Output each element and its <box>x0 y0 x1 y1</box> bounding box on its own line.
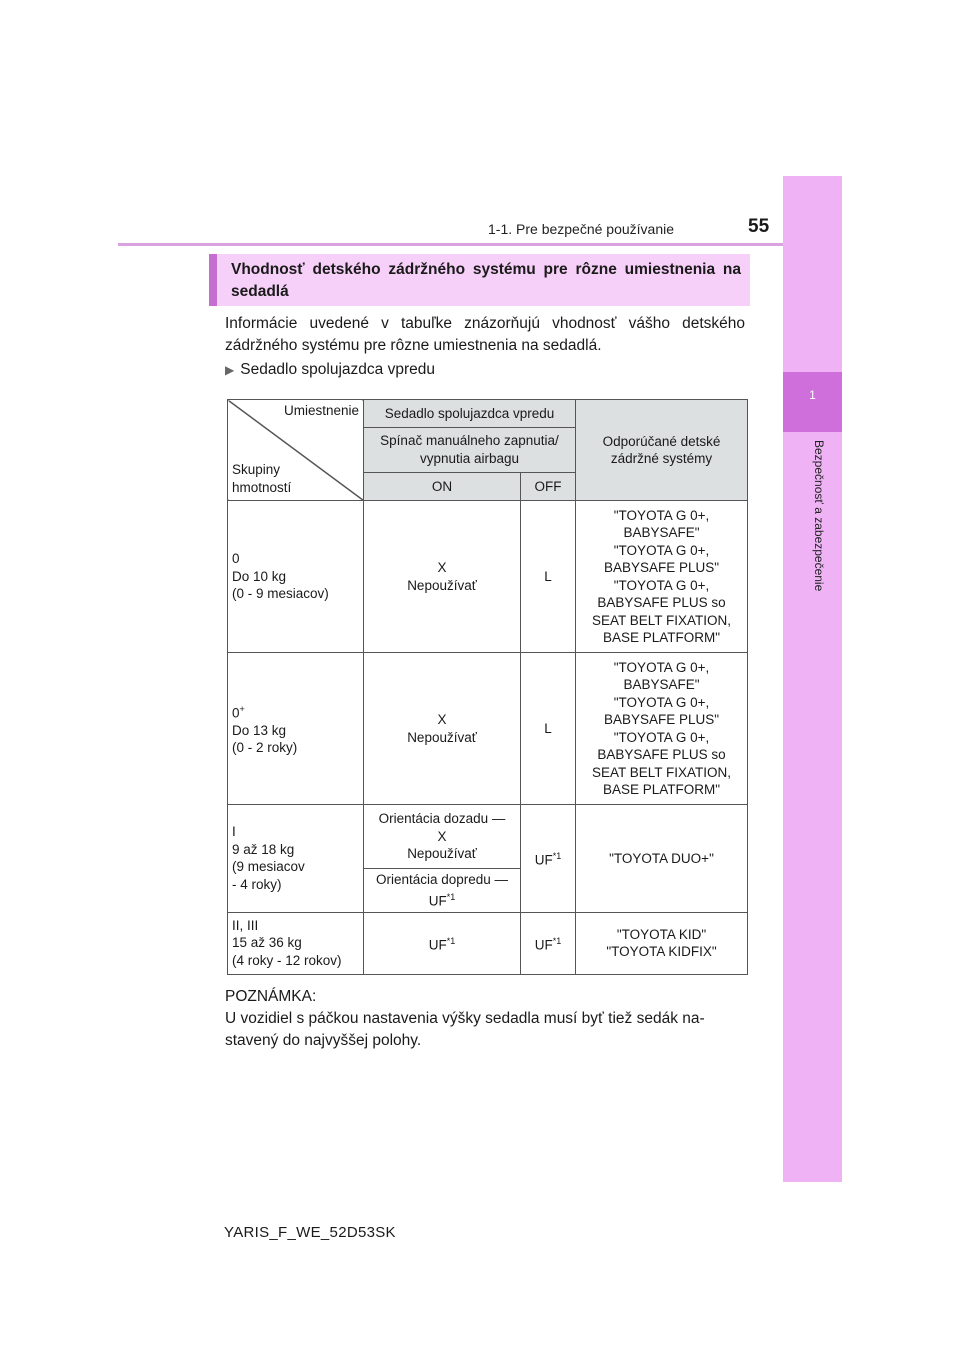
header-airbag-switch: Spínač manuálneho zapnutia/ vypnutia airbagu <box>364 428 576 473</box>
rec-line: BABYSAFE" <box>623 677 700 692</box>
group-sup: + <box>239 703 245 714</box>
note-label: POZNÁMKA: <box>225 988 317 1005</box>
on-cell <box>364 912 521 974</box>
group-cell <box>228 912 364 974</box>
on-rear-note: Nepoužívať <box>407 846 477 862</box>
on-front-code: UF <box>428 893 447 908</box>
group-cell <box>228 653 364 805</box>
rec-line: "TOYOTA G 0+, <box>613 577 710 593</box>
group-weight: Do 13 kg <box>232 722 287 738</box>
off-cell: L <box>521 501 576 653</box>
rec-line: SEAT BELT FIXATION, <box>591 612 732 628</box>
group-cell <box>228 805 364 913</box>
note-text: U vozidiel s páčkou nastavenia výšky sedadla musí byť tiež sedák na-stavený do najvyššej polohy. <box>225 1010 705 1049</box>
table-row <box>228 912 748 974</box>
group-age: (4 roky - 12 rokov) <box>232 952 342 968</box>
footnote-mark: *1 <box>446 935 456 946</box>
on-note: Nepoužívať <box>407 577 477 593</box>
on-rear-cell <box>364 805 521 869</box>
rec-line: BABYSAFE" <box>623 525 700 540</box>
group-main: 0 <box>232 705 240 720</box>
triangle-bullet-icon: ▶ <box>225 363 235 377</box>
section-heading-box <box>209 254 750 306</box>
on-note: Nepoužívať <box>407 729 477 745</box>
rec-line: SEAT BELT FIXATION, <box>591 764 732 780</box>
chapter-side-tab <box>783 176 842 1182</box>
on-front-cell <box>364 869 521 913</box>
on-front-text: Orientácia dopredu — <box>375 872 509 887</box>
on-rear-text: Orientácia dozadu — <box>378 811 506 827</box>
page-number: 55 <box>748 216 770 237</box>
on-value: X <box>437 712 447 727</box>
chapter-tab-marker <box>783 372 842 432</box>
on-cell <box>364 501 521 653</box>
group-cell <box>228 501 364 653</box>
note-block <box>225 986 745 1052</box>
rec-line: "TOYOTA KID" <box>616 926 707 942</box>
group-weight: 9 až 18 kg <box>232 841 295 857</box>
group-label <box>232 701 359 722</box>
table-corner-cell <box>228 400 364 501</box>
header-off: OFF <box>521 472 576 500</box>
rec-line: "TOYOTA KIDFIX" <box>606 944 717 959</box>
group-age: (0 - 2 roky) <box>232 740 298 755</box>
rec-line: "TOYOTA G 0+, <box>613 729 710 745</box>
intro-paragraph: Informácie uvedené v tabuľke znázorňujú vhodnosť vášho detského zádržného systému pre rôzne umiestnenia na sedadlá. <box>225 315 745 354</box>
header-recommended: Odporúčané detské zádržné systémy <box>576 400 748 501</box>
recommended-cell: "TOYOTA DUO+" <box>576 805 748 913</box>
group-weight: 15 až 36 kg <box>232 935 302 951</box>
footnote-mark: *1 <box>446 891 456 902</box>
on-value: UF <box>428 937 447 952</box>
on-cell <box>364 653 521 805</box>
rec-line: "TOYOTA G 0+, <box>613 694 710 710</box>
off-cell <box>521 912 576 974</box>
recommended-cell <box>576 912 748 974</box>
rec-line: "TOYOTA G 0+, <box>613 659 710 675</box>
table-row <box>228 805 748 869</box>
group-weight: Do 10 kg <box>232 568 287 584</box>
child-seat-table <box>227 399 748 975</box>
on-rear-value: X <box>437 828 447 844</box>
footnote-mark: *1 <box>552 935 562 946</box>
group-age: (0 - 9 mesiacov) <box>232 586 329 602</box>
header-on: ON <box>364 472 521 500</box>
corner-label-groups: Skupiny hmotností <box>232 462 292 495</box>
off-value: UF <box>534 852 553 868</box>
chapter-number: 1 <box>809 388 816 402</box>
chapter-title: Bezpečnosť a zabezpečenie <box>812 440 826 592</box>
rec-line: BABYSAFE PLUS" <box>603 560 720 575</box>
recommended-cell <box>576 501 748 653</box>
off-cell <box>521 805 576 913</box>
header-divider <box>118 243 842 246</box>
corner-label-placement: Umiestnenie <box>283 403 359 418</box>
group-label: 0 <box>232 551 240 567</box>
on-front-value <box>368 889 516 910</box>
bullet-item <box>225 361 435 379</box>
off-value: UF <box>534 937 553 952</box>
rec-line: BASE PLATFORM" <box>602 630 721 645</box>
group-age: - 4 roky) <box>232 876 282 892</box>
table-row <box>228 653 748 805</box>
recommended-cell <box>576 653 748 805</box>
bullet-text: Sedadlo spolujazdca vpredu <box>240 361 435 378</box>
group-label: II, III <box>232 917 259 933</box>
rec-line: BABYSAFE PLUS so <box>597 595 726 610</box>
group-age: (9 mesiacov <box>232 859 305 875</box>
on-value: X <box>437 560 447 575</box>
off-cell: L <box>521 653 576 805</box>
header-seat: Sedadlo spolujazdca vpredu <box>364 400 576 428</box>
rec-line: "TOYOTA G 0+, <box>613 542 710 558</box>
table-row <box>228 501 748 653</box>
group-label: I <box>232 824 236 840</box>
rec-line: BABYSAFE PLUS so <box>597 747 726 762</box>
rec-line: "TOYOTA G 0+, <box>613 507 710 523</box>
header-section-title: 1-1. Pre bezpečné používanie <box>488 221 675 237</box>
footnote-mark: *1 <box>552 850 562 861</box>
rec-line: BABYSAFE PLUS" <box>603 712 720 727</box>
section-heading: Vhodnosť detského zádržného systému pre rôzne umiestnenia na sedadlá <box>231 261 741 300</box>
rec-line: BASE PLATFORM" <box>602 782 721 797</box>
document-code: YARIS_F_WE_52D53SK <box>224 1224 396 1241</box>
